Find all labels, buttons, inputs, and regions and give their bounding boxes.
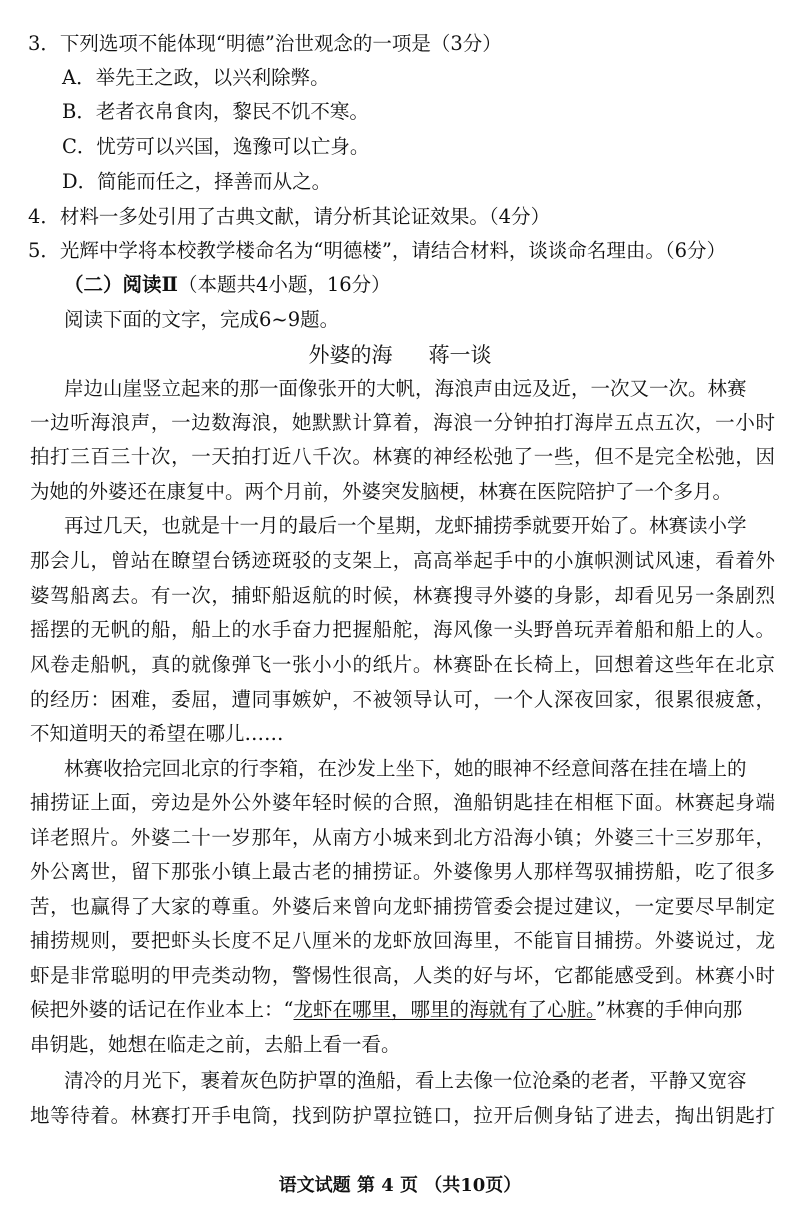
article-line: 的经历：困难，委屈，遭同事嫉妒，不被领导认可，一个人深夜回家，很累很疲惫，	[30, 688, 775, 711]
article-line: 一边听海浪声，一边数海浪，她默默计算着，海浪一分钟拍打海岸五点五次，一小时	[30, 411, 775, 434]
question-3-option-b: B．老者衣帛食肉，黎民不饥不寒。	[62, 100, 369, 123]
page-footer: 语文试题 第 4 页 （共10页）	[278, 1175, 522, 1196]
article-line: 捕捞规则，要把虾头长度不足八厘米的龙虾放回海里，不能盲目捕捞。外婆说过，龙	[30, 929, 775, 952]
underlined-quote: 龙虾在哪里，哪里的海就有了心脏。	[293, 998, 596, 1021]
quote-lead: 候把外婆的话记在作业本上：“	[30, 998, 294, 1021]
question-3-option-c: C．忧劳可以兴国，逸豫可以亡身。	[62, 135, 370, 158]
article-line: 串钥匙，她想在临走之前，去船上看一看。	[30, 1033, 401, 1056]
question-3-stem: 3．下列选项不能体现“明德”治世观念的一项是（3分）	[28, 32, 502, 55]
article-line: 摇摆的无帆的船，船上的水手奋力把握船舵，海风像一头野兽玩弄着船和船上的人。	[30, 618, 775, 641]
article-line: 虾是非常聪明的甲壳类动物，警惕性很高，人类的好与坏，它都能感受到。林赛小时	[30, 964, 775, 987]
article-line: 苦，也赢得了大家的尊重。外婆后来曾向龙虾捕捞管委会提过建议，一定要尽早制定	[30, 895, 775, 918]
article-line: 林赛收拾完回北京的行李箱，在沙发上坐下，她的眼神不经意间落在挂在墙上的	[64, 757, 747, 780]
article-line: 再过几天，也就是十一月的最后一个星期，龙虾捕捞季就要开始了。林赛读小学	[64, 514, 747, 537]
article-line: 外公离世，留下那张小镇上最古老的捕捞证。外婆像男人那样驾驭捕捞船，吃了很多	[30, 860, 775, 883]
article-line: 岸边山崖竖立起来的那一面像张开的大帆，海浪声由远及近，一次又一次。林赛	[64, 377, 747, 400]
section-heading-detail: （本题共4小题，16分）	[177, 273, 391, 296]
section-heading	[64, 272, 391, 298]
article-line: 那会儿，曾站在瞭望台锈迹斑驳的支架上，高高举起手中的小旗帜测试风速，看着外	[30, 549, 775, 572]
article-line: 风卷走船帆，真的就像弹飞一张小小的纸片。林赛卧在长椅上，回想着这些年在北京	[30, 653, 775, 676]
article-line: 为她的外婆还在康复中。两个月前，外婆突发脑梗，林赛在医院陪护了一个多月。	[30, 480, 733, 503]
article-line: 详老照片。外婆二十一岁那年，从南方小城来到北方沿海小镇；外婆三十三岁那年，	[30, 826, 775, 849]
question-4: 4．材料一多处引用了古典文献，请分析其论证效果。（4分）	[28, 205, 551, 228]
question-3-option-a: A．举先王之政，以兴利除弊。	[62, 66, 330, 89]
section-instruction: 阅读下面的文字，完成6~9题。	[64, 308, 340, 331]
article-line-with-quote	[30, 997, 742, 1023]
section-heading-label: （二）阅读Ⅱ	[64, 273, 178, 296]
article-line: 不知道明天的希望在哪儿……	[30, 722, 284, 745]
article-line: 婆驾船离去。有一次，捕虾船返航的时候，林赛搜寻外婆的身影，却看见另一条剧烈	[30, 584, 775, 607]
article-line: 捕捞证上面，旁边是外公外婆年轻时候的合照，渔船钥匙挂在相框下面。林赛起身端	[30, 791, 775, 814]
article-author: 蒋一谈	[428, 343, 492, 367]
article-title-line	[0, 341, 800, 369]
article-line: 拍打三百三十次，一天拍打近八千次。林赛的神经松弛了一些，但不是完全松弛，因	[30, 445, 775, 468]
article-line: 地等待着。林赛打开手电筒，找到防护罩拉链口，拉开后侧身钻了进去，掏出钥匙打	[30, 1104, 775, 1127]
quote-tail: ”林赛的手伸向那	[595, 998, 743, 1021]
question-3-option-d: D．简能而任之，择善而从之。	[62, 170, 332, 193]
question-5: 5．光辉中学将本校教学楼命名为“明德楼”，请结合材料，谈谈命名理由。（6分）	[28, 239, 727, 262]
article-title: 外婆的海	[308, 343, 393, 367]
article-line: 清冷的月光下，裹着灰色防护罩的渔船，看上去像一位沧桑的老者，平静又宽容	[64, 1069, 747, 1092]
